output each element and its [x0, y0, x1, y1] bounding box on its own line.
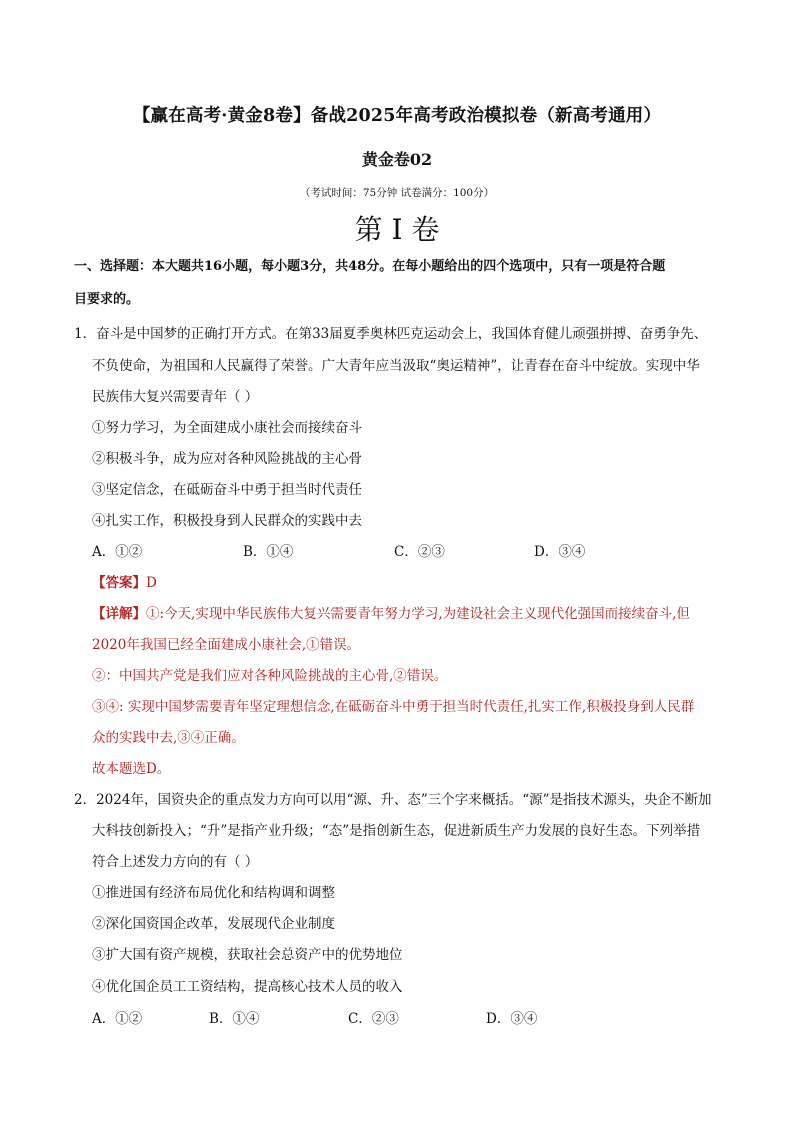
q1-item-2: ②积极斗争，成为应对各种风险挑战的主心骨 [92, 451, 362, 467]
detail-label: 【详解】 [92, 606, 146, 622]
q2-item-2: ②深化国资国企改革，发展现代企业制度 [92, 916, 335, 932]
q1-stem-line3: 民族伟大复兴需要青年（ ） [92, 389, 259, 405]
detail-text-1: ①:今天,实现中华民族伟大复兴需要青年努力学习,为建设社会主义现代化强国而接续奋斗,但 [146, 606, 690, 622]
section-heading-line2: 目要求的。 [74, 292, 140, 307]
q2-stem-line3: 符合上述发力方向的有（ ） [92, 854, 259, 870]
q1-option-a: A．①② [92, 544, 143, 560]
q1-item-3: ③坚定信念，在砥砺奋斗中勇于担当时代责任 [92, 482, 362, 498]
q2-option-c: C．②③ [348, 1011, 399, 1027]
q2-option-d: D．③④ [486, 1011, 538, 1027]
exam-title: 【赢在高考·黄金8卷】备战2025年高考政治模拟卷（新高考通用） [132, 106, 662, 126]
q2-option-a: A．①② [92, 1011, 143, 1027]
section-heading-line1: 一、选择题：本大题共16小题，每小题3分，共48分。在每小题给出的四个选项中，只有一项是符合题 [74, 259, 666, 274]
q1-answer [92, 571, 157, 591]
q1-option-d: D．③④ [534, 544, 586, 560]
q1-item-1: ①努力学习，为全面建成小康社会而接续奋斗 [92, 420, 362, 436]
q1-item-4: ④扎实工作，积极投身到人民群众的实践中去 [92, 513, 362, 529]
paper-subtitle: 黄金卷02 [361, 150, 433, 169]
q1-option-b: B．①④ [243, 544, 294, 560]
q1-detail-line3: ②：中国共产党是我们应对各种风险挑战的主心骨,②错误。 [92, 668, 448, 684]
exam-meta: （考试时间：75分钟 试卷满分：100分） [299, 187, 495, 199]
q2-item-3: ③扩大国有资产规模，获取社会总资产中的优势地位 [92, 947, 403, 963]
q1-conclusion: 故本题选D。 [92, 761, 171, 777]
answer-label: 【答案】 [92, 575, 146, 591]
q1-detail-line5: 众的实践中去,③④正确。 [92, 730, 245, 746]
q1-detail-line1 [92, 602, 690, 622]
q1-option-c: C．②③ [394, 544, 445, 560]
q2-item-1: ①推进国有经济布局优化和结构调和调整 [92, 885, 335, 901]
q1-stem-line2: 不负使命，为祖国和人民赢得了荣誉。广大青年应当汲取“奥运精神”，让青春在奋斗中绽放。实现中华 [92, 358, 700, 374]
volume-heading: 第 I 卷 [354, 213, 440, 246]
q1-stem-line1: 1．奋斗是中国梦的正确打开方式。在第33届夏季奥林匹克运动会上，我国体育健儿顽强拼搏、奋勇争先、 [74, 326, 708, 342]
q1-detail-line4: ③④: 实现中国梦需要青年坚定理想信念,在砥砺奋斗中勇于担当时代责任,扎实工作,积极投身到人民群 [92, 699, 695, 715]
q2-option-b: B．①④ [209, 1011, 260, 1027]
q2-stem-line1: 2．2024年，国资央企的重点发力方向可以用“源、升、态”三个字来概括。“源”是指技术源头，央企不断加 [74, 792, 712, 808]
answer-value: D [146, 575, 157, 591]
q2-item-4: ④优化国企员工工资结构，提高核心技术人员的收入 [92, 979, 403, 995]
q1-detail-line2: 2020年我国已经全面建成小康社会,①错误。 [92, 637, 361, 653]
q2-stem-line2: 大科技创新投入；“升”是指产业升级；“态”是指创新生态，促进新质生产力发展的良好生态。下列举措 [92, 823, 701, 839]
